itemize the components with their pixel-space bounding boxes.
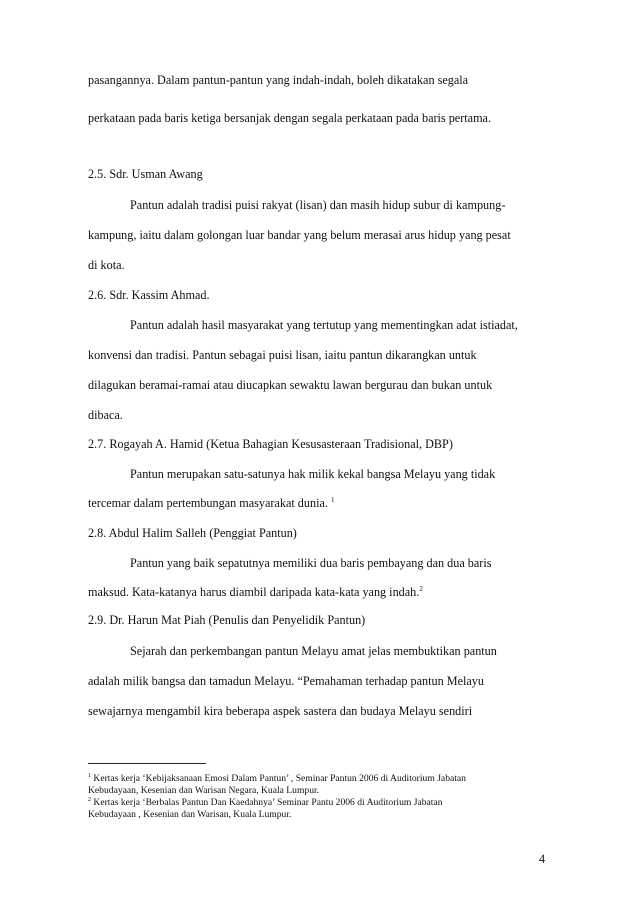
- footnote-ref-1[interactable]: 1: [330, 495, 335, 504]
- section-heading-2-9: 2.9. Dr. Harun Mat Piah (Penulis dan Penyelidik Pantun): [88, 613, 366, 627]
- footnote-1-cont: Kebudayaan, Kesenian dan Warisan Negara, Kuala Lumpur.: [88, 785, 320, 796]
- section-heading-2-5: 2.5. Sdr. Usman Awang: [88, 167, 203, 181]
- body-line: Pantun merupakan satu-satunya hak milik kekal bangsa Melayu yang tidak: [130, 467, 496, 481]
- footnote-ref-2[interactable]: 2: [419, 584, 423, 593]
- body-line: Pantun adalah tradisi puisi rakyat (lisan) dan masih hidup subur di kampung-: [130, 198, 506, 212]
- section-heading-2-7: 2.7. Rogayah A. Hamid (Ketua Bahagian Kesusasteraan Tradisional, DBP): [88, 437, 453, 451]
- body-line: Pantun adalah hasil masyarakat yang tertutup yang mementingkan adat istiadat,: [130, 318, 518, 332]
- body-line: [88, 585, 423, 599]
- footnote-separator: [88, 763, 206, 764]
- body-line-text: maksud. Kata-katanya harus diambil daripada kata-kata yang indah.: [88, 585, 420, 599]
- body-line: Sejarah dan perkembangan pantun Melayu amat jelas membuktikan pantun: [130, 644, 497, 658]
- footnote-number: 2: [88, 796, 91, 803]
- section-heading-2-6: 2.6. Sdr. Kassim Ahmad.: [88, 288, 210, 302]
- footnote-text: Kertas kerja ‘Berbalas Pantun Dan Kaedahnya’ Seminar Pantu 2006 di Auditorium Jabatan: [93, 797, 443, 808]
- footnote-text: Kertas kerja ‘Kebijaksanaan Emosi Dalam Pantun’ , Seminar Pantun 2006 di Auditorium Jabatan: [93, 773, 466, 784]
- body-line: kampung, iaitu dalam golongan luar bandar yang belum merasai arus hidup yang pesat: [88, 228, 511, 242]
- body-line: sewajarnya mengambil kira beberapa aspek sastera dan budaya Melayu sendiri: [88, 704, 473, 718]
- footnote-number: 1: [88, 772, 91, 779]
- page-number: 4: [539, 852, 546, 866]
- body-line: perkataan pada baris ketiga bersanjak dengan segala perkataan pada baris pertama.: [88, 111, 492, 125]
- footnote-2: [88, 797, 443, 808]
- body-line: di kota.: [88, 258, 125, 272]
- body-line: dilagukan beramai-ramai atau diucapkan sewaktu lawan bergurau dan bukan untuk: [88, 378, 493, 392]
- body-line: Pantun yang baik sepatutnya memiliki dua baris pembayang dan dua baris: [130, 556, 492, 570]
- body-line: [88, 496, 334, 510]
- body-line: dibaca.: [88, 408, 123, 422]
- body-line: adalah milik bangsa dan tamadun Melayu. “Pemahaman terhadap pantun Melayu: [88, 674, 484, 688]
- section-heading-2-8: 2.8. Abdul Halim Salleh (Penggiat Pantun): [88, 526, 297, 540]
- body-line: pasangannya. Dalam pantun-pantun yang indah-indah, boleh dikatakan segala: [88, 73, 469, 87]
- footnote-1: [88, 773, 466, 784]
- body-line-text: tercemar dalam pertembungan masyarakat dunia.: [88, 496, 328, 510]
- body-line: konvensi dan tradisi. Pantun sebagai puisi lisan, iaitu pantun dikarangkan untuk: [88, 348, 477, 362]
- footnote-2-cont: Kebudayaan , Kesenian dan Warisan, Kuala Lumpur.: [88, 809, 292, 820]
